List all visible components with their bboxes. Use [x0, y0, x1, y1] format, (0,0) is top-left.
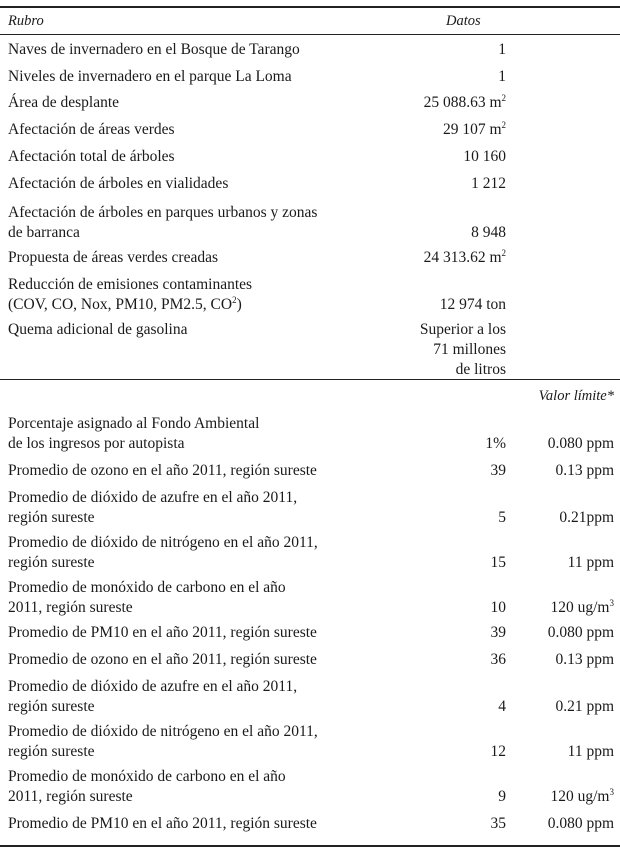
row-value: 15 — [490, 554, 506, 571]
row-label-line: 2011, región sureste — [8, 599, 133, 616]
row-value — [386, 93, 506, 113]
row-label — [8, 93, 400, 113]
row-label-line: Porcentaje asignado al Fondo Ambiental — [8, 415, 260, 432]
row-value: 1% — [485, 435, 506, 452]
row-value: 39 — [490, 462, 506, 479]
row-limit-value: 0.13 ppm — [555, 462, 614, 479]
row-label-line: región sureste — [8, 743, 95, 760]
row-label-line: Afectación de áreas verdes — [8, 121, 175, 138]
row-value-line: 24 313.62 $m^2$ — [423, 248, 506, 266]
row-label-line: de barranca — [8, 224, 80, 241]
row-value-line: 25 088.63 $m^2$ — [423, 93, 506, 111]
row-value: 39 — [490, 624, 506, 641]
row-label-line: región sureste — [8, 509, 95, 526]
row-limit-value: 0.21 ppm — [555, 698, 614, 715]
row-label — [8, 40, 400, 60]
row-label — [8, 320, 400, 340]
row-limit-value: 120 $ug/m^3$ — [550, 598, 614, 616]
row-label — [8, 203, 400, 243]
row-value: 9 — [498, 788, 506, 805]
row-label-line: Afectación total de árboles — [8, 148, 175, 165]
row-value: 35 — [490, 815, 506, 832]
row-value-line: 71 millones — [433, 341, 506, 358]
row-limit-value: 0.21ppm — [559, 509, 614, 526]
row-label — [8, 67, 400, 87]
row-value: 12 — [490, 743, 506, 760]
row-value — [386, 223, 506, 243]
row-value — [386, 174, 506, 194]
section-divider-rule — [0, 379, 620, 380]
row-label-line: 2011, región sureste — [8, 788, 133, 805]
row-label — [8, 174, 400, 194]
row-label-line: Área de desplante — [8, 94, 120, 111]
header-datos: Datos — [446, 13, 481, 29]
row-label-line: Naves de invernadero en el Bosque de Tarango — [8, 41, 300, 58]
row-label-line: Promedio de ozono en el año 2011, región sureste — [8, 651, 317, 668]
row-label — [8, 461, 400, 481]
row-label-line: región sureste — [8, 554, 95, 571]
row-label-line: Promedio de ozono en el año 2011, región sureste — [8, 462, 317, 479]
row-label — [8, 248, 400, 268]
row-value: 5 — [498, 509, 506, 526]
row-label — [8, 147, 400, 167]
row-label-line: Propuesta de áreas verdes creadas — [8, 249, 219, 266]
row-label — [8, 650, 400, 670]
top-rule — [0, 6, 620, 8]
row-label-line: Promedio de dióxido de nitrógeno en el año 2011, — [8, 534, 318, 551]
row-label-line: Promedio de monóxido de carbono en el año — [8, 768, 286, 785]
row-value: 36 — [490, 651, 506, 668]
row-limit-value: 0.080 ppm — [547, 624, 614, 641]
row-value-line: 29 107 $m^2$ — [442, 120, 506, 138]
row-value: 4 — [498, 698, 506, 715]
row-label — [8, 120, 400, 140]
row-label — [8, 578, 400, 618]
row-limit-value: 11 ppm — [567, 554, 614, 571]
row-label — [8, 623, 400, 643]
row-limit-value: 120 $ug/m^3$ — [550, 787, 614, 805]
row-value-line: de litros — [455, 361, 506, 378]
row-value-line: Superior a los — [419, 321, 506, 338]
row-value — [386, 320, 506, 380]
header-valor-limite: Valor límite* — [538, 388, 614, 404]
row-value-line: 10 160 — [463, 148, 506, 165]
row-label-line: Promedio de dióxido de azufre en el año 2011, — [8, 489, 298, 506]
row-value — [386, 248, 506, 268]
row-value-line: 1 — [498, 41, 506, 58]
row-label — [8, 677, 400, 717]
row-label-line: Promedio de dióxido de nitrógeno en el año 2011, — [8, 723, 318, 740]
row-label — [8, 722, 400, 762]
row-label-line: Niveles de invernadero en el parque La Loma — [8, 68, 292, 85]
row-label-line: (COV, CO, Nox, PM10, PM2.5, $CO^2$) — [8, 295, 242, 313]
row-limit-value: 11 ppm — [567, 743, 614, 760]
row-label-line: Quema adicional de gasolina — [8, 321, 188, 338]
row-label — [8, 533, 400, 573]
row-value — [386, 40, 506, 60]
row-label — [8, 275, 400, 315]
row-label-line: región sureste — [8, 698, 95, 715]
row-label-line: Reducción de emisiones contaminantes — [8, 276, 253, 293]
row-value — [386, 147, 506, 167]
row-value — [386, 67, 506, 87]
row-limit-value: 0.080 ppm — [547, 815, 614, 832]
row-value-line: 1 212 — [471, 175, 506, 192]
row-label-line: Promedio de dióxido de azufre en el año 2011, — [8, 678, 298, 695]
row-value — [386, 120, 506, 140]
bottom-rule — [0, 845, 620, 847]
row-label-line: de los ingresos por autopista — [8, 435, 185, 452]
row-limit-value: 0.13 ppm — [555, 651, 614, 668]
row-label-line: Promedio de PM10 en el año 2011, región sureste — [8, 624, 317, 641]
row-label-line: Afectación de árboles en parques urbanos y zonas — [8, 204, 318, 221]
row-label — [8, 814, 400, 834]
header-rubro: Rubro — [8, 13, 44, 29]
row-value-line: 8 948 — [471, 224, 506, 241]
row-label-line: Promedio de PM10 en el año 2011, región sureste — [8, 815, 317, 832]
row-label — [8, 767, 400, 807]
header-rule — [0, 34, 620, 35]
row-value-line: 12 974 ton — [439, 296, 506, 313]
row-label — [8, 488, 400, 528]
row-label — [8, 414, 400, 454]
row-label-line: Promedio de monóxido de carbono en el año — [8, 579, 286, 596]
row-limit-value: 0.080 ppm — [547, 435, 614, 452]
row-value-line: 1 — [498, 68, 506, 85]
row-value: 10 — [490, 599, 506, 616]
row-label-line: Afectación de árboles en vialidades — [8, 175, 229, 192]
row-value — [386, 295, 506, 315]
